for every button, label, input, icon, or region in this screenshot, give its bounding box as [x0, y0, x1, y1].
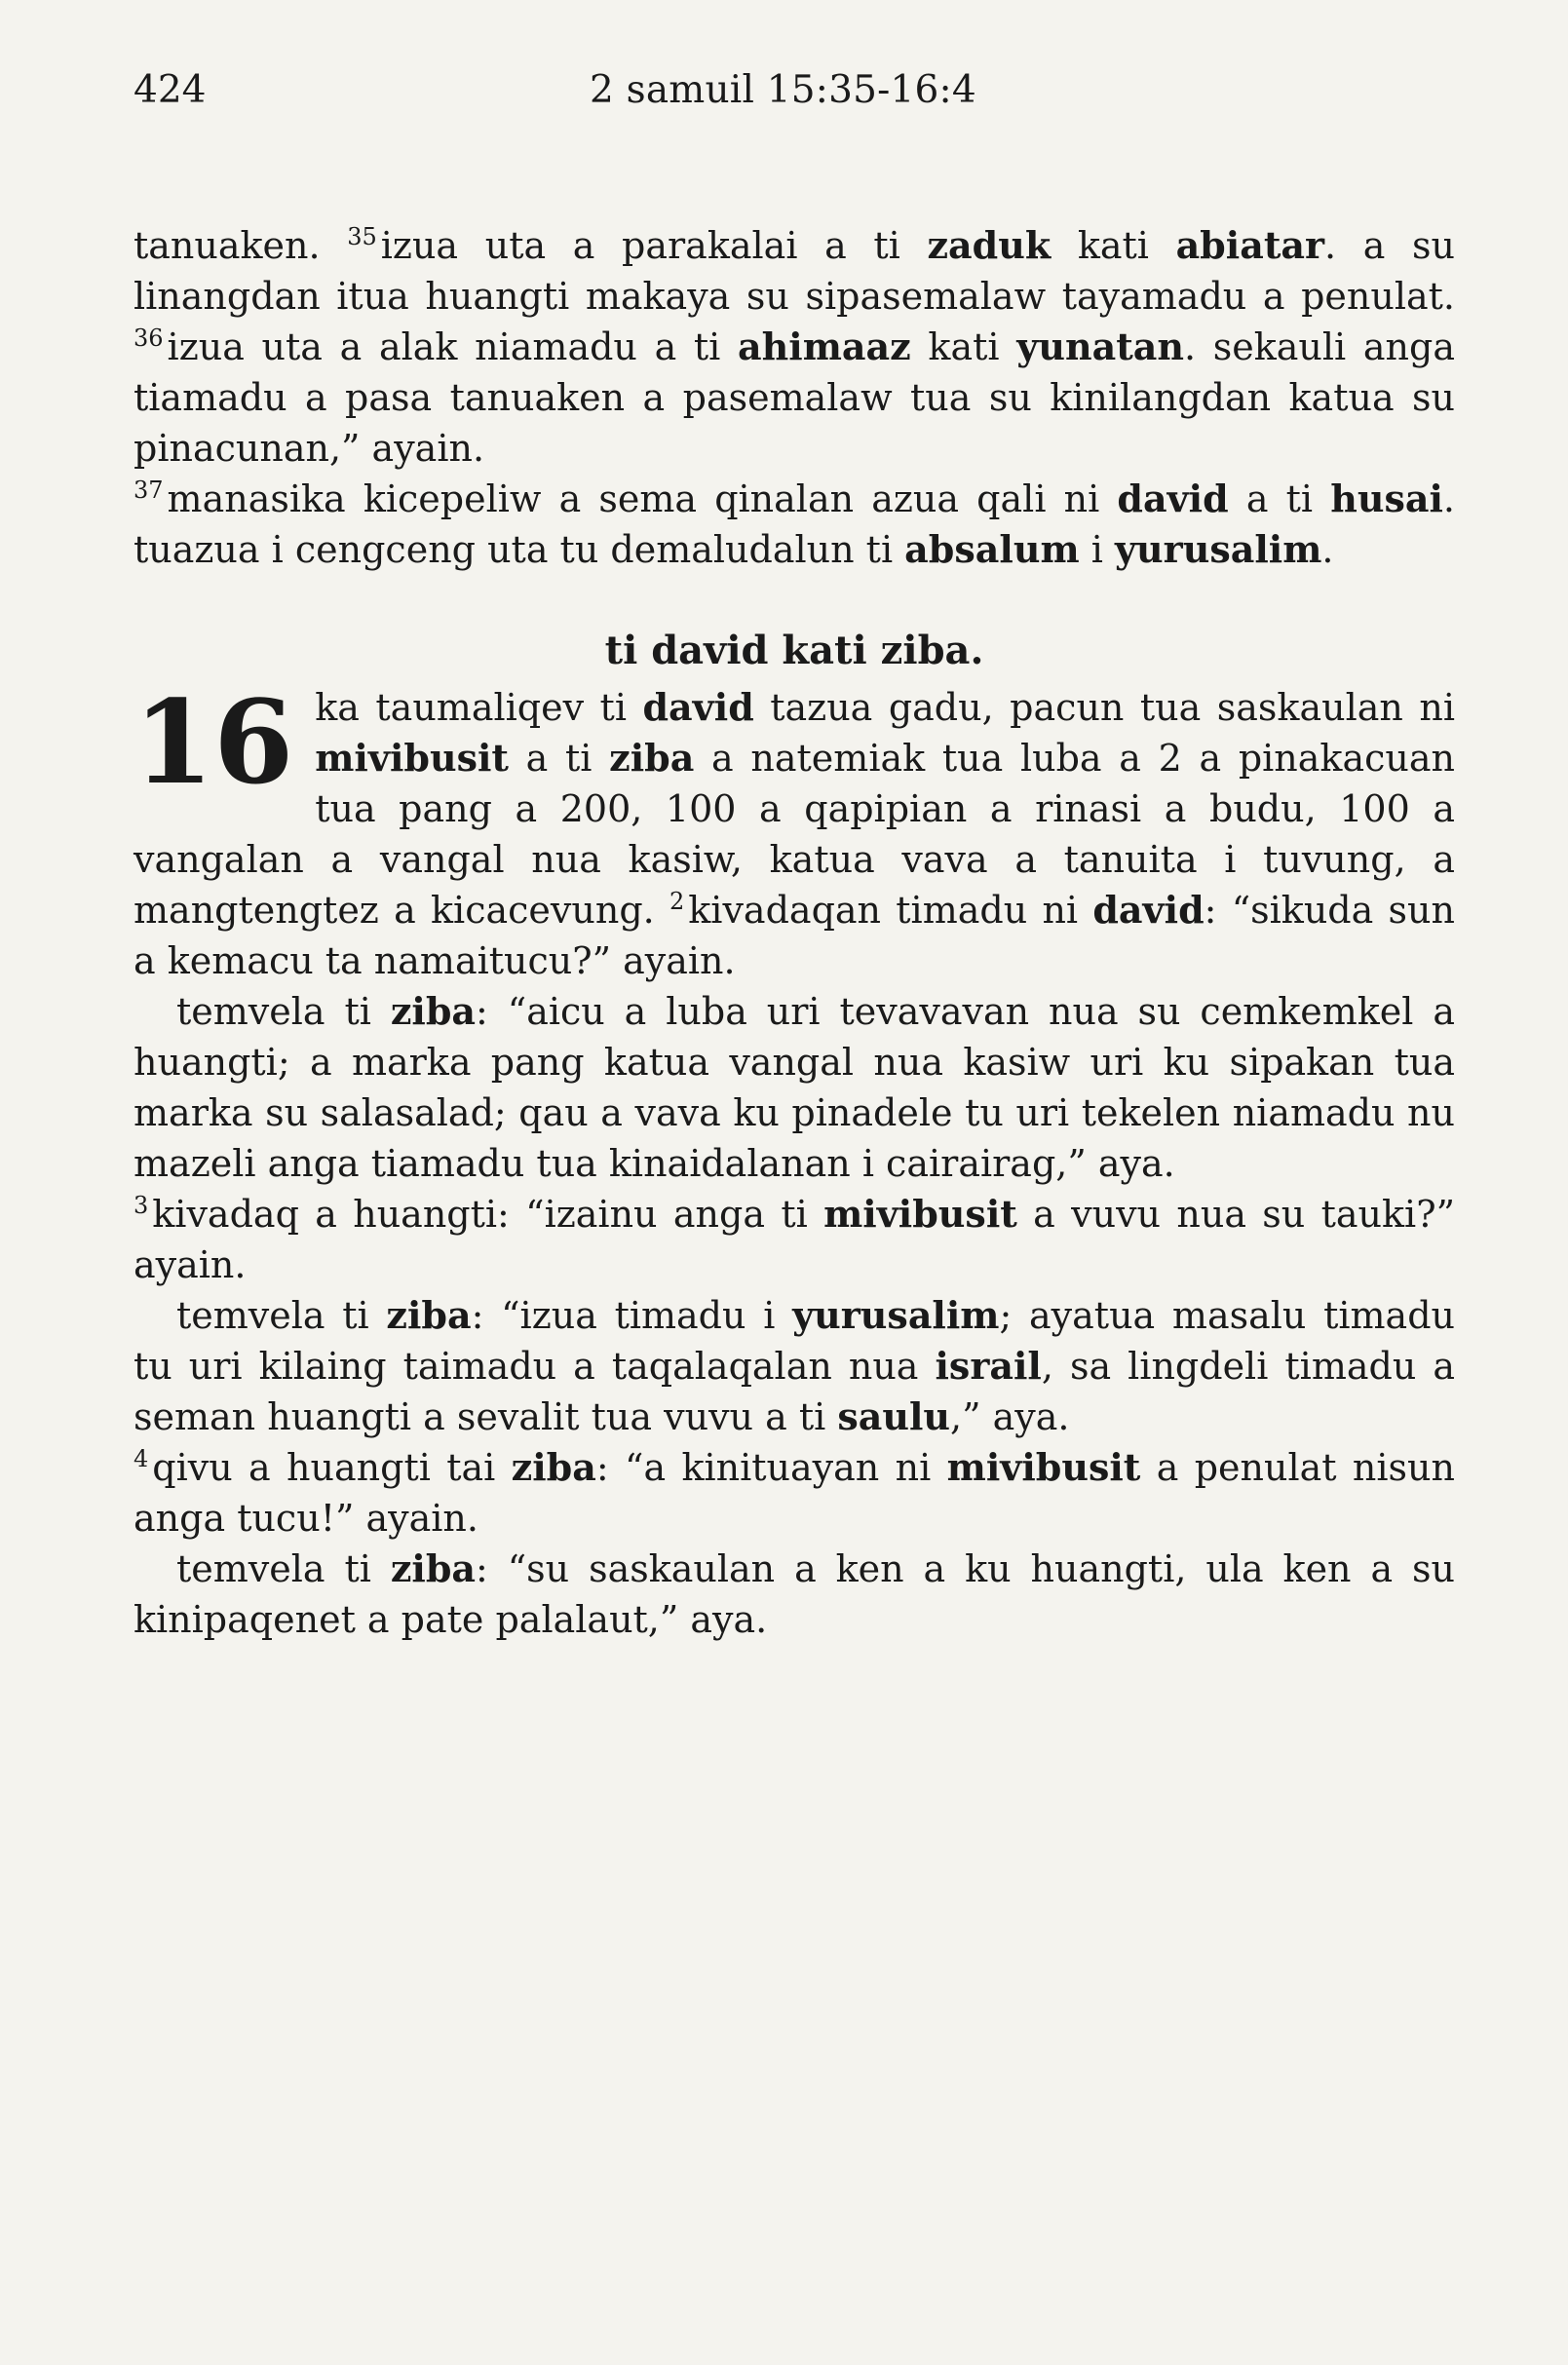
proper-name: absalum — [904, 527, 1080, 571]
proper-name: ziba — [390, 1546, 477, 1590]
chapter-number: 16 — [134, 674, 294, 810]
text-run: a ti — [1228, 477, 1331, 520]
chapter-verse-reference: 2 samuil 15:35-16:4 — [590, 68, 976, 112]
text-run: temvela ti — [176, 1547, 391, 1590]
paragraph-dialog — [134, 1544, 1455, 1645]
text-run: kivadaqan timadu ni — [688, 889, 1093, 932]
text-run: . a su linangdan itua huangti makaya su sipasemalaw tayamadu a penulat. — [134, 224, 1455, 318]
proper-name: israil — [935, 1344, 1042, 1388]
text-run: izua uta a parakalai a ti — [380, 224, 928, 267]
chapter-16-opening — [134, 674, 1455, 986]
text-run: a natemiak tua luba a 2 a pinakacuan tua pang a 200, 100 a qapipian a rinasi a budu, 100 a vangalan a vangal nua kasiw, katua vava a tanuita i tuvung, a mangtengtez a kicacevung. — [134, 737, 1455, 932]
text-run: kati — [1051, 224, 1176, 267]
text-run: ,” aya. — [950, 1395, 1070, 1438]
text-run: . tuazua i cengceng uta tu demaludalun ti — [134, 477, 1455, 571]
proper-name: ziba — [386, 1293, 472, 1337]
proper-name: mivibusit — [946, 1445, 1141, 1489]
section-heading: ti david kati ziba. — [604, 628, 984, 673]
text-run: a vuvu nua su tauki?” ayain. — [134, 1193, 1455, 1286]
text-run: : “aicu a luba uri tevavavan nua su cemkemkel a huangti; a marka pang katua vangal nua kasiw uri ku sipakan tua marka su salasalad; qau a vava ku pinadele tu uri tekelen niamadu nu mazeli anga tiamadu tua kinaidalanan i cairairag,” aya. — [134, 990, 1456, 1185]
text-run: i — [1079, 528, 1115, 571]
text-run: : “a kinituayan ni — [595, 1446, 947, 1489]
text-run: tazua gadu, pacun tua saskaulan ni — [753, 686, 1455, 729]
proper-name: ziba — [609, 736, 695, 780]
text-run: temvela ti — [176, 990, 391, 1033]
proper-name: husai — [1330, 477, 1443, 520]
page-number: 424 — [134, 68, 207, 112]
proper-name: yurusalim — [792, 1293, 1000, 1337]
paragraph-dialog — [134, 986, 1455, 1189]
proper-name: ahimaaz — [738, 324, 911, 368]
text-run: izua uta a alak niamadu a ti — [167, 325, 739, 368]
paragraph-verse-37 — [134, 474, 1455, 575]
text-run: qivu a huangti tai — [152, 1446, 512, 1489]
proper-name: abiatar — [1175, 223, 1325, 267]
proper-name: saulu — [837, 1394, 951, 1438]
proper-name: ziba — [390, 989, 477, 1033]
proper-name: david — [1092, 888, 1205, 932]
proper-name: ziba — [511, 1445, 596, 1489]
text-run: : “su saskaulan a ken a ku huangti, ula ken a su kinipaqenet a pate palalaut,” aya. — [134, 1547, 1455, 1641]
proper-name: mivibusit — [315, 736, 509, 780]
paragraph-verse-4 — [134, 1442, 1455, 1544]
text-run: a penulat nisun anga tucu!” ayain. — [134, 1446, 1456, 1540]
running-header — [134, 68, 1474, 136]
text-run: tanuaken. — [134, 224, 348, 267]
proper-name: yurusalim — [1114, 527, 1322, 571]
verse-number: 2 — [669, 888, 685, 915]
text-run: ; ayatua masalu timadu tu uri kilaing taimadu a taqalaqalan nua — [134, 1294, 1456, 1388]
text-run: : “izua timadu i — [471, 1294, 793, 1337]
text-run: a ti — [508, 737, 610, 780]
paragraph-verse-3 — [134, 1189, 1455, 1290]
proper-name: david — [1117, 477, 1229, 520]
text-run: kati — [910, 325, 1017, 368]
text-run: , sa lingdeli timadu a seman huangti a sevalit tua vuvu a ti — [134, 1345, 1455, 1438]
verse-number: 4 — [134, 1445, 149, 1472]
paragraph-dialog — [134, 1290, 1455, 1442]
text-run: kivadaq a huangti: “izainu anga ti — [152, 1193, 824, 1236]
proper-name: david — [642, 685, 754, 729]
proper-name: mivibusit — [823, 1192, 1017, 1236]
text-run: temvela ti — [176, 1294, 387, 1337]
body-text — [134, 220, 1455, 1645]
text-run: . — [1321, 528, 1334, 571]
text-run: : “sikuda sun a kemacu ta namaitucu?” ayain. — [134, 889, 1455, 982]
verse-number: 35 — [347, 223, 377, 250]
text-run: ka taumaliqev ti — [315, 686, 643, 729]
text-run: . sekauli anga tiamadu a pasa tanuaken a pasemalaw tua su kinilangdan katua su pinacunan,” ayain. — [134, 325, 1456, 470]
paragraph-chapter-start — [134, 674, 1455, 986]
verse-number: 36 — [134, 324, 164, 352]
proper-name: zaduk — [927, 223, 1052, 267]
verse-number: 37 — [134, 477, 164, 504]
proper-name: yunatan — [1016, 324, 1184, 368]
paragraph-continuation — [134, 220, 1455, 474]
text-run: manasika kicepeliw a sema qinalan azua qali ni — [167, 477, 1118, 520]
verse-number: 3 — [134, 1192, 149, 1219]
